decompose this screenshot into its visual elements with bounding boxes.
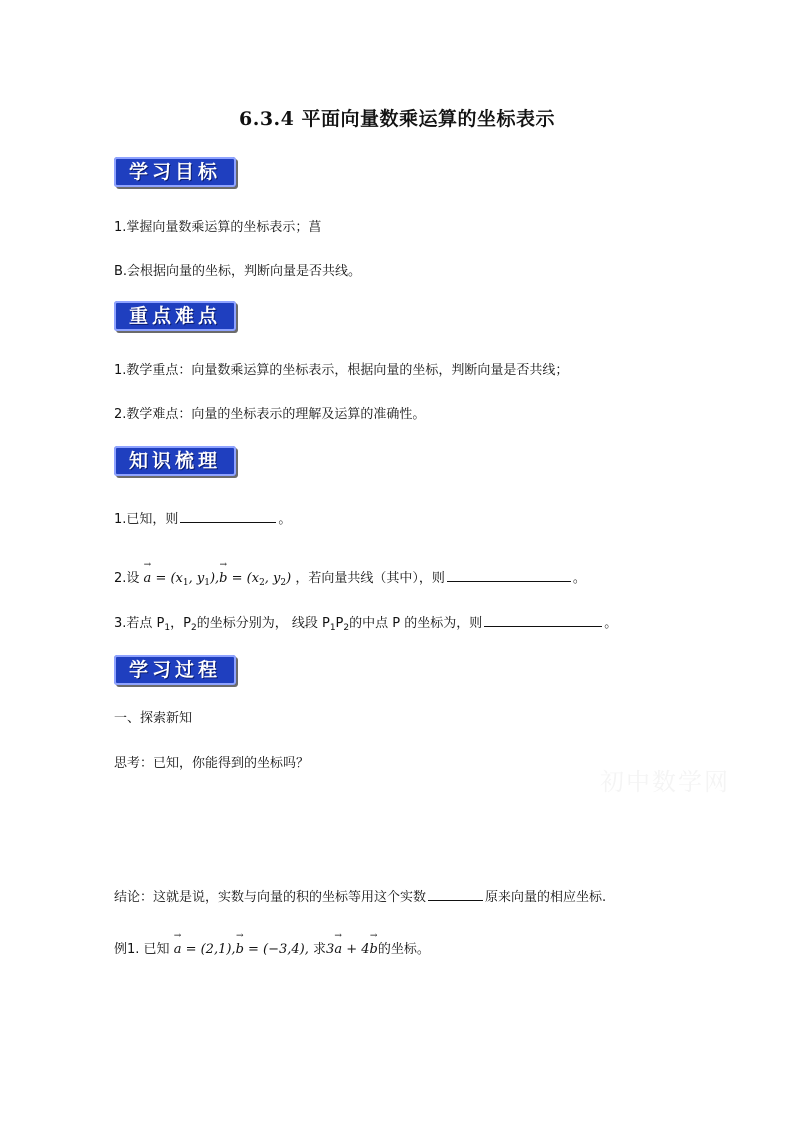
q3-answer-blank[interactable] [484, 612, 602, 627]
q2-suffix: 。 [572, 571, 586, 586]
section-badge-keypoints: 重点难点 [114, 301, 236, 331]
example-formula-1: → a = (2,1),→ b = (−3,4), [174, 942, 313, 957]
goal-line-1: 1.掌握向量数乘运算的坐标表示；菖 [114, 220, 322, 235]
q2-answer-blank[interactable] [447, 567, 571, 582]
section-badge-process: 学习过程 [114, 655, 236, 685]
q1-suffix: 。 [278, 512, 292, 527]
example-formula-2: 3→ a + 4→ b [326, 942, 378, 957]
q2-middle: ，若向量共线（其中），则 [295, 571, 445, 586]
knowledge-question-2 [114, 567, 586, 588]
goal-line-2: B.会根据向量的坐标，判断向量是否共线。 [114, 264, 362, 279]
q1-answer-blank[interactable] [180, 508, 276, 523]
process-conclusion: 结论：这就是说，实数与向量的积的坐标等用这个实数 原来向量的相应坐标. [114, 886, 606, 905]
keypoint-line-2: 2.教学难点：向量的坐标表示的理解及运算的准确性。 [114, 407, 426, 422]
q2-prefix: 2.设 [114, 571, 140, 586]
watermark: 初中数学网 [600, 768, 730, 796]
q3-prefix: 3.若点 P [114, 616, 165, 631]
knowledge-question-3: 3.若点 $P_1$，$P_2$的坐标分别为， 线段 $P_1P_2$的中点 P 的坐标为，则 。 [114, 612, 617, 633]
conclusion-answer-blank[interactable] [428, 886, 483, 901]
page-title: 6.3.4 平面向量数乘运算的坐标表示 [238, 108, 555, 130]
process-subheading: 一、探索新知 [114, 711, 193, 726]
q1-prefix: 1.已知，则 [114, 512, 179, 527]
q2-formula: → $a = (x_1$, $y_1),\to b = (x_2$, $y_2$) [144, 571, 296, 586]
section-badge-knowledge: 知识梳理 [114, 446, 236, 476]
knowledge-question-1 [114, 508, 291, 527]
process-example-1: 例1. 已知 → a = (2,1),→ b = (−3,4), 求3→ a + 4→ b的坐标。 [114, 938, 430, 957]
keypoint-line-1: 1.教学重点：向量数乘运算的坐标表示，根据向量的坐标，判断向量是否共线； [114, 363, 569, 378]
process-think: 思考：已知，你能得到的坐标吗？ [114, 756, 310, 771]
section-badge-goals: 学习目标 [114, 157, 236, 187]
